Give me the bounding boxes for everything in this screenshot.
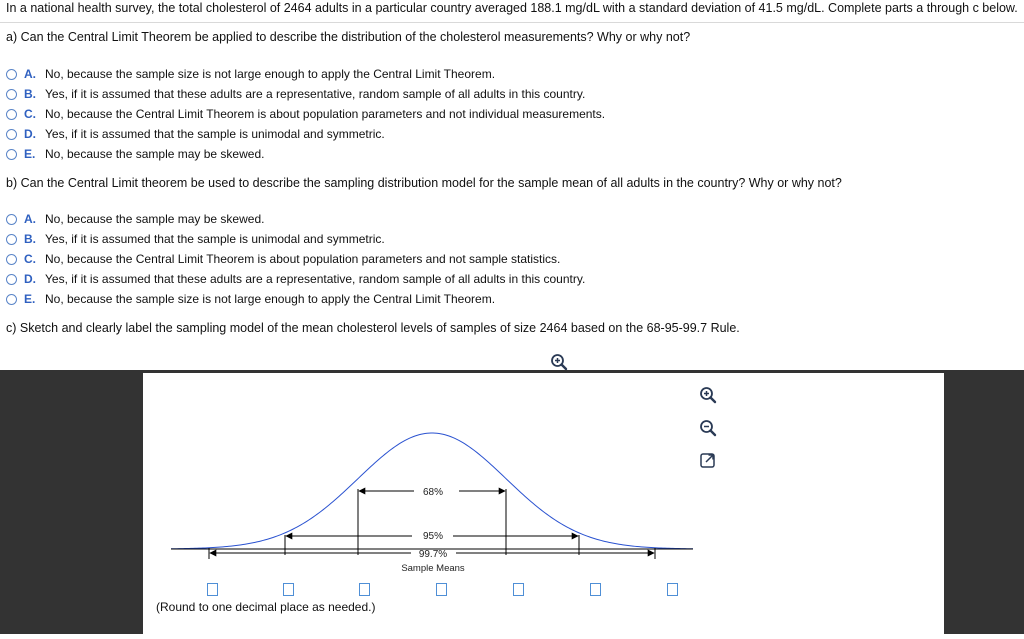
option-letter: E. [24, 292, 36, 306]
part-c-question: c) Sketch and clearly label the sampling model of the mean cholesterol levels of samples of size 2464 based on the 68-95-99.7 Rule. [6, 321, 740, 335]
radio-button[interactable] [6, 254, 17, 265]
radio-button[interactable] [6, 294, 17, 305]
radio-button[interactable] [6, 234, 17, 245]
option-text: No, because the sample may be skewed. [45, 212, 265, 226]
answer-input-plus-2sd[interactable] [590, 583, 601, 596]
option-letter: B. [24, 87, 36, 101]
radio-button[interactable] [6, 214, 17, 225]
problem-intro: In a national health survey, the total cholesterol of 2464 adults in a particular country averaged 188.1 mg/dL with a standard deviation of 41.5 mg/dL. Complete parts a through c below. [6, 1, 1018, 15]
rounding-instruction: (Round to one decimal place as needed.) [156, 600, 376, 614]
option-text: No, because the sample size is not large enough to apply the Central Limit Theorem. [45, 292, 496, 306]
option-text: No, because the sample may be skewed. [45, 147, 265, 161]
radio-button[interactable] [6, 129, 17, 140]
answer-input-minus-3sd[interactable] [207, 583, 218, 596]
option-letter: C. [24, 107, 36, 121]
axis-label: Sample Means [401, 563, 465, 574]
normal-curve-graph [143, 373, 944, 634]
answer-input-plus-3sd[interactable] [667, 583, 678, 596]
zoom-in-icon[interactable] [698, 385, 718, 405]
option-letter: A. [24, 212, 36, 226]
part-a-option-b[interactable] [6, 85, 585, 103]
option-letter: A. [24, 67, 36, 81]
label-99-7: 99.7% [418, 549, 448, 560]
option-letter: D. [24, 272, 36, 286]
option-text: Yes, if it is assumed that these adults are a representative, random sample of all adults in this country. [45, 272, 586, 286]
part-b-question: b) Can the Central Limit theorem be used to describe the sampling distribution model for the sample mean of all adults in the country? Why or why not? [6, 176, 842, 190]
answer-input-minus-2sd[interactable] [283, 583, 294, 596]
divider [0, 22, 1024, 23]
part-a-option-c[interactable] [6, 105, 605, 123]
option-letter: E. [24, 147, 36, 161]
option-text: Yes, if it is assumed that these adults are a representative, random sample of all adults in this country. [45, 87, 586, 101]
part-b-option-d[interactable] [6, 270, 585, 288]
radio-button[interactable] [6, 274, 17, 285]
option-text: Yes, if it is assumed that the sample is unimodal and symmetric. [45, 232, 385, 246]
graph-canvas [143, 373, 944, 634]
popout-icon[interactable] [698, 450, 718, 470]
radio-button[interactable] [6, 109, 17, 120]
part-b-option-e[interactable] [6, 290, 495, 308]
part-a-option-d[interactable] [6, 125, 385, 143]
option-text: No, because the Central Limit Theorem is about population parameters and not sample statistics. [45, 252, 561, 266]
part-a-question: a) Can the Central Limit Theorem be applied to describe the distribution of the cholesterol measurements? Why or why not? [6, 30, 691, 44]
part-b-option-c[interactable] [6, 250, 560, 268]
label-95: 95% [422, 531, 444, 542]
answer-input-plus-1sd[interactable] [513, 583, 524, 596]
part-b-option-b[interactable] [6, 230, 385, 248]
zoom-out-icon[interactable] [698, 418, 718, 438]
option-text: Yes, if it is assumed that the sample is unimodal and symmetric. [45, 127, 385, 141]
radio-button[interactable] [6, 149, 17, 160]
part-b-option-a[interactable] [6, 210, 264, 228]
radio-button[interactable] [6, 69, 17, 80]
answer-input-mean[interactable] [436, 583, 447, 596]
zoom-in-icon[interactable] [549, 352, 569, 372]
part-a-option-e[interactable] [6, 145, 264, 163]
part-a-option-a[interactable] [6, 65, 495, 83]
option-text: No, because the Central Limit Theorem is about population parameters and not individual measurements. [45, 107, 606, 121]
answer-input-minus-1sd[interactable] [359, 583, 370, 596]
label-68: 68% [422, 487, 444, 498]
option-letter: D. [24, 127, 36, 141]
option-letter: B. [24, 232, 36, 246]
radio-button[interactable] [6, 89, 17, 100]
option-text: No, because the sample size is not large enough to apply the Central Limit Theorem. [45, 67, 496, 81]
option-letter: C. [24, 252, 36, 266]
